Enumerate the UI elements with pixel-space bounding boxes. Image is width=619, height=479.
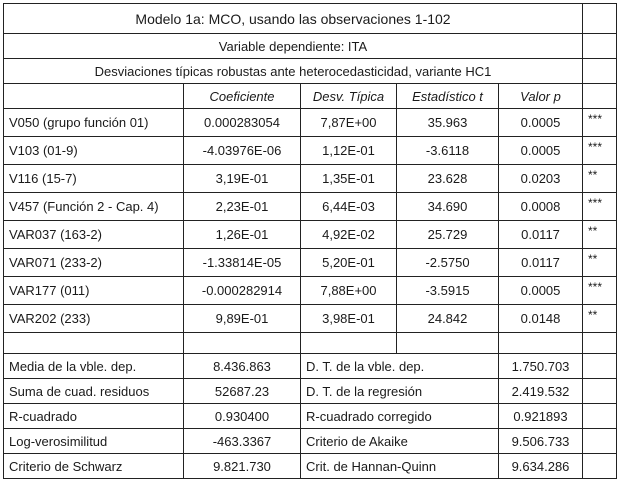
empty-cell	[184, 333, 301, 354]
coefficient: 9,89E-01	[184, 305, 301, 333]
variable-name: VAR202 (233)	[4, 305, 184, 333]
stat-value: 2.419.532	[499, 379, 583, 404]
stat-label: Suma de cuad. residuos	[4, 379, 184, 404]
dependent-variable: Variable dependiente: ITA	[4, 34, 583, 59]
stat-value: 52687.23	[184, 379, 301, 404]
coefficient: 1,26E-01	[184, 221, 301, 249]
t-statistic: 35.963	[397, 109, 499, 137]
empty-cell	[301, 333, 397, 354]
coefficient: -1.33814E-05	[184, 249, 301, 277]
empty-cell	[583, 34, 617, 59]
stat-value: 9.634.286	[499, 454, 583, 479]
header-coeficiente: Coeficiente	[184, 84, 301, 109]
variable-name: V103 (01-9)	[4, 137, 184, 165]
p-value: 0.0117	[499, 221, 583, 249]
empty-cell	[583, 354, 617, 379]
table-row	[4, 109, 617, 137]
stat-value: 0.921893	[499, 404, 583, 429]
model-title: Modelo 1a: MCO, usando las observaciones 1-102	[4, 4, 583, 34]
variable-name: VAR037 (163-2)	[4, 221, 184, 249]
stat-label: R-cuadrado corregido	[301, 404, 499, 429]
stat-label: D. T. de la regresión	[301, 379, 499, 404]
spacer-row	[4, 333, 617, 354]
t-statistic: 25.729	[397, 221, 499, 249]
std-error: 7,87E+00	[301, 109, 397, 137]
stat-label: Log-verosimilitud	[4, 429, 184, 454]
t-statistic: -3.5915	[397, 277, 499, 305]
table-row	[4, 165, 617, 193]
table-row	[4, 137, 617, 165]
stat-value: 1.750.703	[499, 354, 583, 379]
stat-value: 9.506.733	[499, 429, 583, 454]
stat-value: 0.930400	[184, 404, 301, 429]
table-row	[4, 221, 617, 249]
std-error: 5,20E-01	[301, 249, 397, 277]
empty-cell	[499, 333, 583, 354]
std-error: 1,35E-01	[301, 165, 397, 193]
stats-row	[4, 354, 617, 379]
p-value: 0.0008	[499, 193, 583, 221]
stats-row	[4, 404, 617, 429]
std-error: 4,92E-02	[301, 221, 397, 249]
table-row	[4, 305, 617, 333]
variable-name: V116 (15-7)	[4, 165, 184, 193]
t-statistic: 24.842	[397, 305, 499, 333]
std-error: 1,12E-01	[301, 137, 397, 165]
empty-cell	[583, 404, 617, 429]
t-statistic: 23.628	[397, 165, 499, 193]
t-statistic: 34.690	[397, 193, 499, 221]
p-value: 0.0148	[499, 305, 583, 333]
coefficient: 0.000283054	[184, 109, 301, 137]
variable-name: VAR071 (233-2)	[4, 249, 184, 277]
t-statistic: -3.6118	[397, 137, 499, 165]
variable-name: VAR177 (011)	[4, 277, 184, 305]
empty-header-cell	[4, 84, 184, 109]
significance-stars: ***	[583, 277, 617, 305]
std-error: 3,98E-01	[301, 305, 397, 333]
stats-row	[4, 454, 617, 479]
stat-value: -463.3367	[184, 429, 301, 454]
significance-stars: **	[583, 165, 617, 193]
empty-header-cell	[583, 84, 617, 109]
stat-label: R-cuadrado	[4, 404, 184, 429]
header-estadistico-t: Estadístico t	[397, 84, 499, 109]
p-value: 0.0203	[499, 165, 583, 193]
header-valor-p: Valor p	[499, 84, 583, 109]
significance-stars: **	[583, 221, 617, 249]
coefficient: 3,19E-01	[184, 165, 301, 193]
stat-label: D. T. de la vble. dep.	[301, 354, 499, 379]
variable-name: V457 (Función 2 - Cap. 4)	[4, 193, 184, 221]
empty-cell	[583, 333, 617, 354]
significance-stars: **	[583, 249, 617, 277]
std-error-note: Desviaciones típicas robustas ante heterocedasticidad, variante HC1	[4, 59, 583, 84]
table-row	[4, 193, 617, 221]
p-value: 0.0005	[499, 277, 583, 305]
table-row	[4, 277, 617, 305]
p-value: 0.0005	[499, 109, 583, 137]
coefficient: -4.03976E-06	[184, 137, 301, 165]
stats-row	[4, 379, 617, 404]
regression-results-table	[3, 3, 617, 479]
p-value: 0.0117	[499, 249, 583, 277]
significance-stars: ***	[583, 193, 617, 221]
empty-cell	[583, 4, 617, 34]
std-error: 6,44E-03	[301, 193, 397, 221]
significance-stars: ***	[583, 109, 617, 137]
empty-cell	[583, 454, 617, 479]
header-desv-tipica: Desv. Típica	[301, 84, 397, 109]
stat-label: Criterio de Schwarz	[4, 454, 184, 479]
t-statistic: -2.5750	[397, 249, 499, 277]
table-row	[4, 249, 617, 277]
stat-label: Criterio de Akaike	[301, 429, 499, 454]
variable-name: V050 (grupo función 01)	[4, 109, 184, 137]
empty-cell	[397, 333, 499, 354]
significance-stars: ***	[583, 137, 617, 165]
coefficient: -0.000282914	[184, 277, 301, 305]
significance-stars: **	[583, 305, 617, 333]
empty-cell	[583, 59, 617, 84]
empty-cell	[4, 333, 184, 354]
stat-value: 9.821.730	[184, 454, 301, 479]
stat-label: Media de la vble. dep.	[4, 354, 184, 379]
empty-cell	[583, 379, 617, 404]
p-value: 0.0005	[499, 137, 583, 165]
stat-value: 8.436.863	[184, 354, 301, 379]
std-error: 7,88E+00	[301, 277, 397, 305]
stat-label: Crit. de Hannan-Quinn	[301, 454, 499, 479]
coefficient: 2,23E-01	[184, 193, 301, 221]
